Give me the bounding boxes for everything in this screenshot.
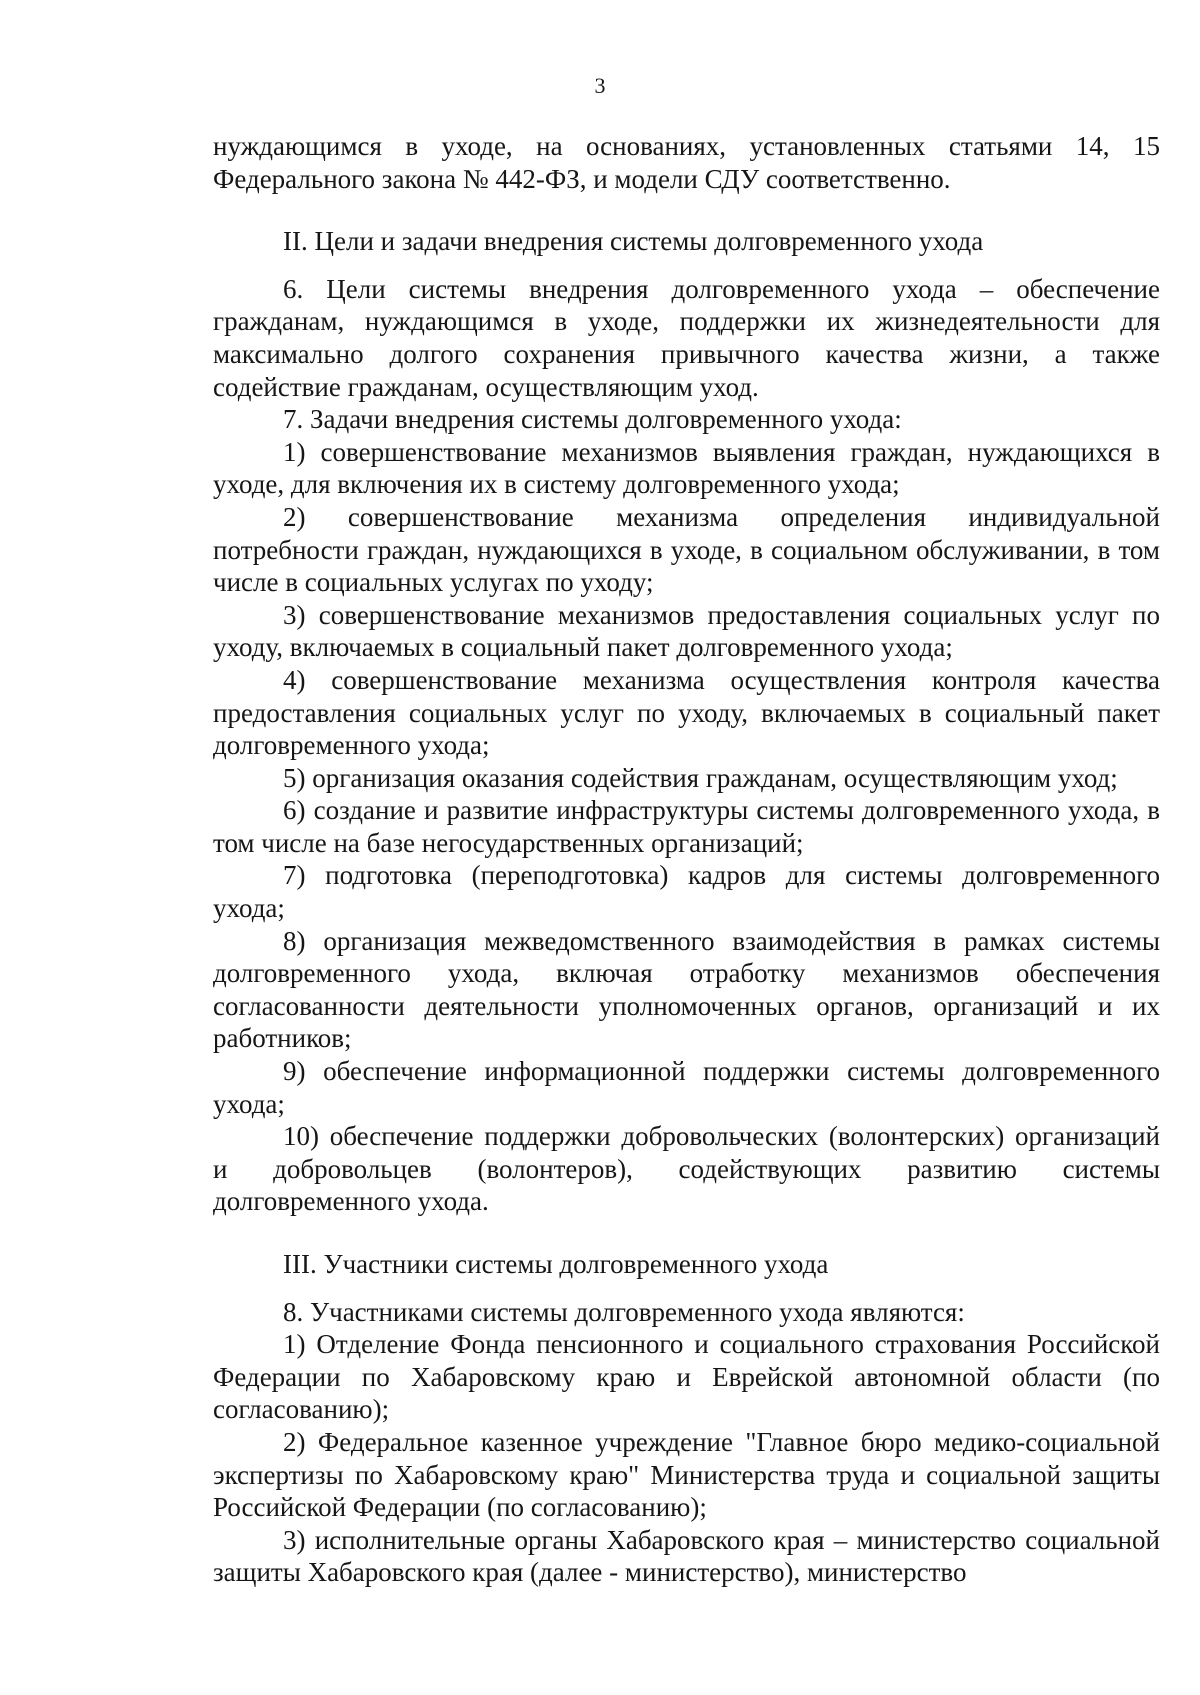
task-item-6: 6) создание и развитие инфраструктуры системы долговременного ухода, в том числе на базе негосударственных организаций; bbox=[213, 795, 1160, 858]
task-item-1: 1) совершенствование механизмов выявления граждан, нуждающихся в уходе, для включения их в систему долговременного ухода; bbox=[213, 436, 1160, 500]
participant-item-2: 2) Федеральное казенное учреждение "Главное бюро медико-социальной экспертизы по Хабаровскому краю" Министерства труда и социальной защиты Российской Федерации (по согласованию); bbox=[213, 1426, 1160, 1523]
paragraph-8: 8. Участниками системы долговременного ухода являются: bbox=[283, 1296, 965, 1327]
page-number: 3 bbox=[594, 73, 606, 98]
document-body bbox=[213, 130, 1160, 1589]
section-2-heading: II. Цели и задачи внедрения системы долговременного ухода bbox=[283, 226, 984, 257]
task-item-10: 10) обеспечение поддержки добровольческих (волонтерских) организаций и добровольцев (волонтеров), содействующих развитию системы долговременного ухода. bbox=[213, 1121, 1160, 1217]
task-item-3: 3) совершенствование механизмов предоставления социальных услуг по уходу, включаемых в социальный пакет долговременного ухода; bbox=[213, 599, 1160, 663]
participant-item-1: 1) Отделение Фонда пенсионного и социального страхования Российской Федерации по Хабаровскому краю и Еврейской автономной области (по согласованию); bbox=[213, 1329, 1160, 1425]
task-item-8: 8) организация межведомственного взаимодействия в рамках системы долговременного ухода, включая отработку механизмов обеспечения согласованности деятельности уполномоченных органов, организаций и их работников; bbox=[213, 925, 1160, 1054]
task-item-9: 9) обеспечение информационной поддержки системы долговременного ухода; bbox=[213, 1056, 1160, 1119]
participant-item-3: 3) исполнительные органы Хабаровского края – министерство социальной защиты Хабаровского края (далее - министерство), министерство bbox=[213, 1524, 1160, 1588]
task-item-2: 2) совершенствование механизма определения индивидуальной потребности граждан, нуждающихся в уходе, в социальном обслуживании, в том числе в социальных услугах по уходу; bbox=[213, 501, 1160, 598]
paragraph-7: 7. Задачи внедрения системы долговременного ухода: bbox=[283, 404, 902, 435]
task-item-4: 4) совершенствование механизма осуществления контроля качества предоставления социальных услуг по уходу, включаемых в социальный пакет долговременного ухода; bbox=[213, 664, 1160, 761]
task-item-7: 7) подготовка (переподготовка) кадров для системы долговременного ухода; bbox=[213, 860, 1160, 924]
task-item-5: 5) организация оказания содействия гражданам, осуществляющим уход; bbox=[283, 762, 1118, 793]
paragraph-6: 6. Цели системы внедрения долговременного ухода – обеспечение гражданам, нуждающимся в уходе, поддержки их жизнедеятельности для максимально долгого сохранения привычного качества жизни, а также содействие гражданам, осуществляющим уход. bbox=[213, 273, 1160, 402]
continuation-paragraph: нуждающимся в уходе, на основаниях, установленных статьями 14, 15 Федерального закона № 442-ФЗ, и модели СДУ соответственно. bbox=[213, 131, 1160, 194]
section-3-heading: III. Участники системы долговременного ухода bbox=[283, 1249, 829, 1279]
